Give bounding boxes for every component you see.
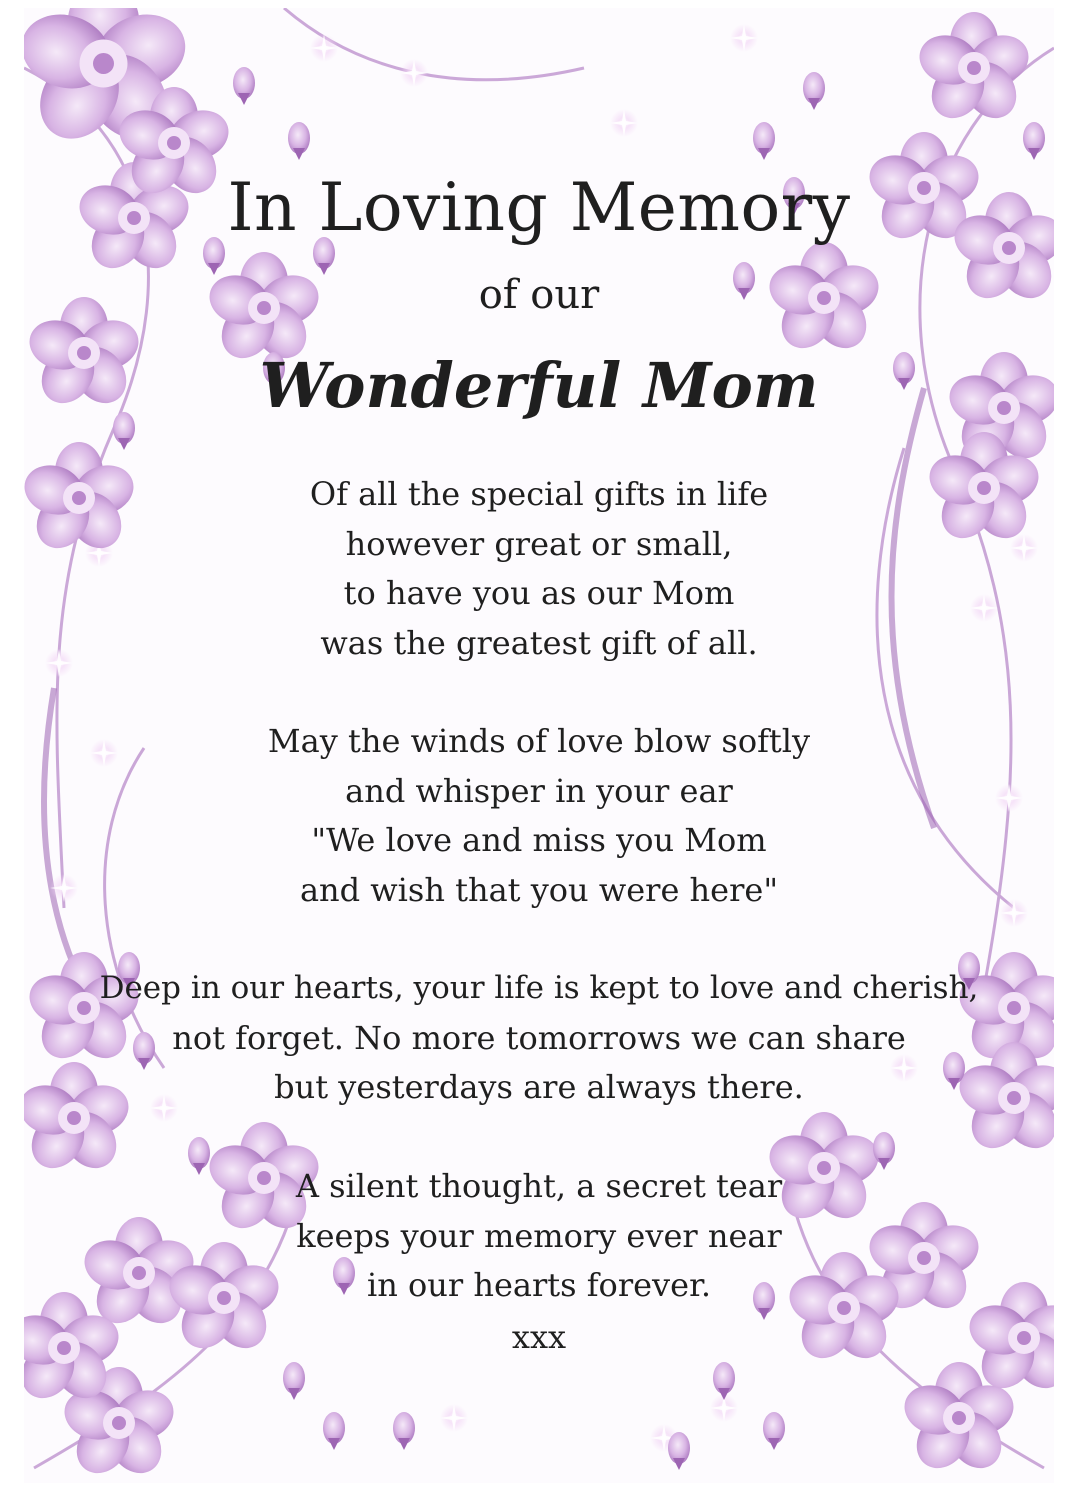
poem-stanza-1 bbox=[24, 470, 1054, 668]
poem-stanza-4 bbox=[24, 1162, 1054, 1311]
poem-text-area bbox=[24, 8, 1054, 1483]
card-title: In Loving Memory bbox=[227, 169, 851, 246]
poem-line: "We love and miss you Mom bbox=[311, 821, 767, 859]
poem-line: and wish that you were here" bbox=[299, 870, 779, 909]
poem-line: to have you as our Mom bbox=[343, 574, 735, 612]
poem-line: and whisper in your ear bbox=[345, 771, 733, 810]
poem-line: Deep in our hearts, your life is kept to love and cherish, bbox=[99, 970, 979, 1006]
memorial-card bbox=[24, 8, 1054, 1483]
poem-line: May the winds of love blow softly bbox=[267, 722, 811, 760]
poem-line: A silent thought, a secret tear bbox=[295, 1167, 783, 1205]
poem-line: however great or small, bbox=[345, 524, 733, 563]
poem-line: not forget. No more tomorrows we can share bbox=[172, 1018, 906, 1057]
signoff: xxx bbox=[511, 1318, 567, 1356]
poem-stanza-3 bbox=[24, 964, 1054, 1113]
card-subtitle: of our bbox=[478, 272, 600, 318]
honoree-name: Wonderful Mom bbox=[259, 349, 819, 422]
poem-line: in our hearts forever. bbox=[366, 1266, 712, 1304]
poem-line: was the greatest gift of all. bbox=[320, 623, 758, 662]
poem-line: keeps your memory ever near bbox=[296, 1216, 782, 1255]
poem-line: but yesterdays are always there. bbox=[274, 1068, 804, 1106]
poem-stanza-2 bbox=[24, 717, 1054, 915]
poem-line: Of all the special gifts in life bbox=[309, 475, 769, 513]
